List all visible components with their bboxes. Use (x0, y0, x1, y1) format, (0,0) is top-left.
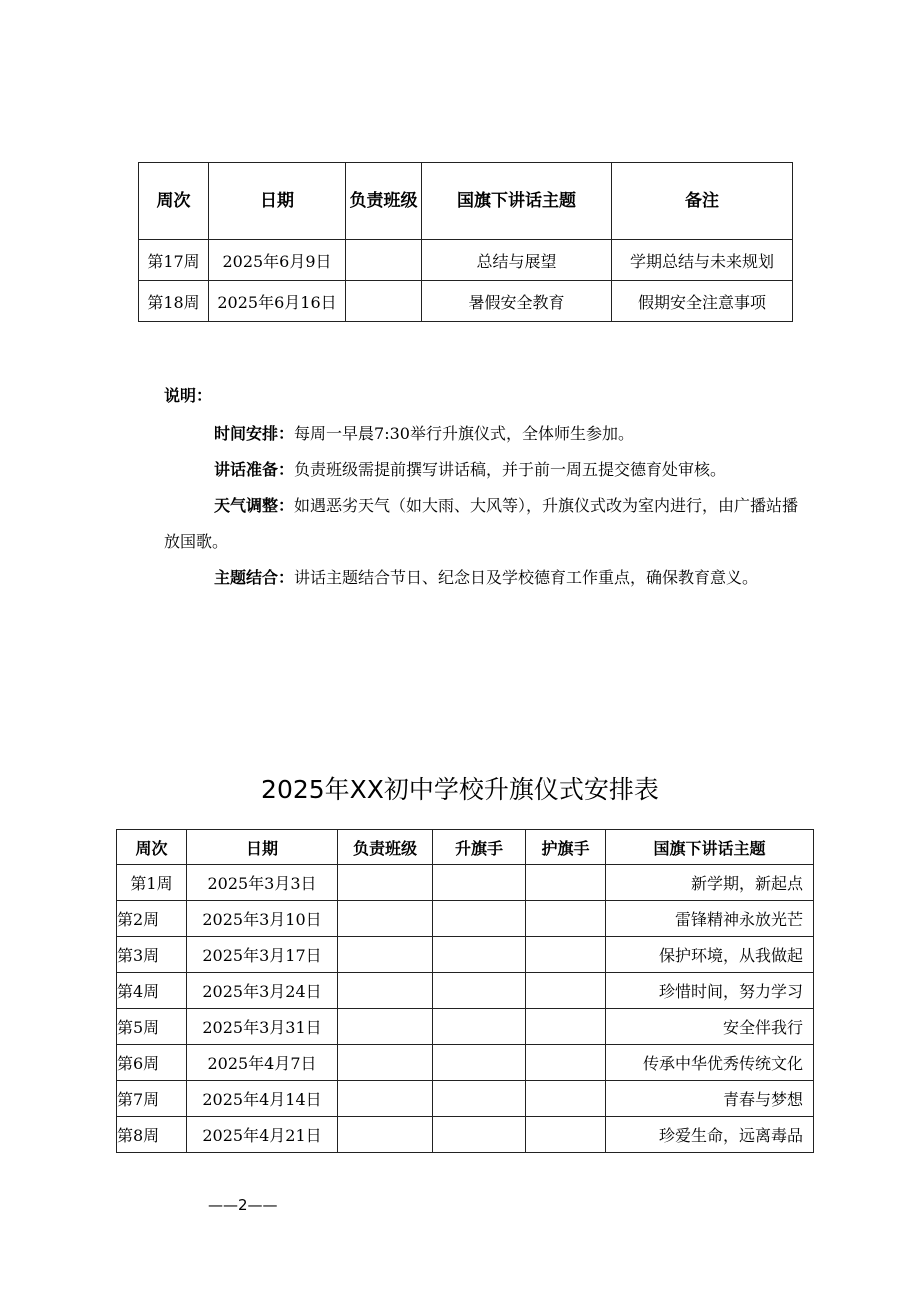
cell-flag-raiser (433, 937, 526, 973)
table-row (117, 937, 814, 973)
table-header-row (139, 163, 793, 240)
note-item (164, 488, 814, 560)
table-header-row (117, 830, 814, 865)
cell-week: 第6周 (117, 1045, 187, 1081)
notes-section (164, 378, 814, 596)
cell-topic: 新学期，新起点 (606, 865, 814, 901)
cell-date: 2025年4月14日 (187, 1081, 338, 1117)
table-row (117, 1009, 814, 1045)
col-header-remark: 备注 (612, 163, 793, 240)
cell-class (346, 240, 422, 281)
cell-class (338, 1081, 433, 1117)
note-item (164, 560, 814, 596)
cell-week: 第4周 (117, 973, 187, 1009)
cell-week: 第5周 (117, 1009, 187, 1045)
cell-remark: 假期安全注意事项 (612, 281, 793, 322)
col-header-week: 周次 (139, 163, 209, 240)
cell-topic: 传承中华优秀传统文化 (606, 1045, 814, 1081)
cell-date: 2025年4月21日 (187, 1117, 338, 1153)
schedule-table-continued (138, 162, 793, 322)
cell-topic: 青春与梦想 (606, 1081, 814, 1117)
col-header-topic: 国旗下讲话主题 (606, 830, 814, 865)
note-label: 讲话准备： (214, 460, 295, 479)
cell-class (338, 901, 433, 937)
table-row (117, 1081, 814, 1117)
cell-date: 2025年3月3日 (187, 865, 338, 901)
col-header-flag-guard: 护旗手 (526, 830, 606, 865)
cell-class (338, 937, 433, 973)
col-header-week: 周次 (117, 830, 187, 865)
table-row (117, 865, 814, 901)
schedule-title: 2025年XX初中学校升旗仪式安排表 (261, 775, 659, 804)
cell-flag-raiser (433, 1045, 526, 1081)
cell-class (338, 1117, 433, 1153)
cell-topic: 暑假安全教育 (422, 281, 612, 322)
note-text: 每周一早晨7:30举行升旗仪式，全体师生参加。 (294, 424, 634, 443)
cell-class (338, 1009, 433, 1045)
cell-flag-guard (526, 1045, 606, 1081)
col-header-class: 负责班级 (346, 163, 422, 240)
cell-remark: 学期总结与未来规划 (612, 240, 793, 281)
cell-topic: 保护环境，从我做起 (606, 937, 814, 973)
cell-date: 2025年3月17日 (187, 937, 338, 973)
cell-class (346, 281, 422, 322)
note-text: 负责班级需提前撰写讲话稿，并于前一周五提交德育处审核。 (294, 460, 727, 479)
note-label: 时间安排： (214, 424, 295, 443)
cell-flag-guard (526, 865, 606, 901)
cell-topic: 雷锋精神永放光芒 (606, 901, 814, 937)
cell-topic: 总结与展望 (422, 240, 612, 281)
cell-week: 第1周 (117, 865, 187, 901)
cell-flag-guard (526, 1117, 606, 1153)
page-number: ——2—— (208, 1196, 278, 1214)
cell-topic: 安全伴我行 (606, 1009, 814, 1045)
cell-flag-guard (526, 937, 606, 973)
table-row (117, 1045, 814, 1081)
col-header-topic: 国旗下讲话主题 (422, 163, 612, 240)
col-header-date: 日期 (187, 830, 338, 865)
table-row (117, 901, 814, 937)
cell-week: 第7周 (117, 1081, 187, 1117)
note-label: 天气调整： (214, 496, 295, 515)
col-header-date: 日期 (209, 163, 346, 240)
cell-date: 2025年3月24日 (187, 973, 338, 1009)
cell-class (338, 1045, 433, 1081)
cell-class (338, 973, 433, 1009)
note-item (164, 452, 814, 488)
cell-class (338, 865, 433, 901)
note-label: 主题结合： (214, 568, 295, 587)
cell-flag-guard (526, 901, 606, 937)
cell-date: 2025年6月16日 (209, 281, 346, 322)
cell-flag-guard (526, 973, 606, 1009)
col-header-class: 负责班级 (338, 830, 433, 865)
cell-date: 2025年4月7日 (187, 1045, 338, 1081)
cell-date: 2025年3月10日 (187, 901, 338, 937)
cell-flag-raiser (433, 1117, 526, 1153)
cell-flag-raiser (433, 973, 526, 1009)
cell-topic: 珍爱生命，远离毒品 (606, 1117, 814, 1153)
cell-date: 2025年6月9日 (209, 240, 346, 281)
cell-flag-raiser (433, 901, 526, 937)
cell-flag-raiser (433, 1009, 526, 1045)
note-text: 讲话主题结合节日、纪念日及学校德育工作重点，确保教育意义。 (294, 568, 759, 587)
cell-flag-raiser (433, 865, 526, 901)
cell-week: 第17周 (139, 240, 209, 281)
col-header-flag-raiser: 升旗手 (433, 830, 526, 865)
table-row (139, 240, 793, 281)
cell-date: 2025年3月31日 (187, 1009, 338, 1045)
schedule-table (116, 829, 814, 1153)
table-row (117, 1117, 814, 1153)
notes-heading: 说明： (164, 386, 213, 405)
cell-week: 第8周 (117, 1117, 187, 1153)
cell-week: 第2周 (117, 901, 187, 937)
cell-week: 第3周 (117, 937, 187, 973)
table-row (117, 973, 814, 1009)
note-text: 如遇恶劣天气（如大雨、大风等），升旗仪式改为室内进行，由广播站播放国歌。 (164, 496, 799, 551)
cell-topic: 珍惜时间，努力学习 (606, 973, 814, 1009)
cell-flag-guard (526, 1009, 606, 1045)
cell-week: 第18周 (139, 281, 209, 322)
table-row (139, 281, 793, 322)
note-item (164, 416, 814, 452)
cell-flag-raiser (433, 1081, 526, 1117)
cell-flag-guard (526, 1081, 606, 1117)
